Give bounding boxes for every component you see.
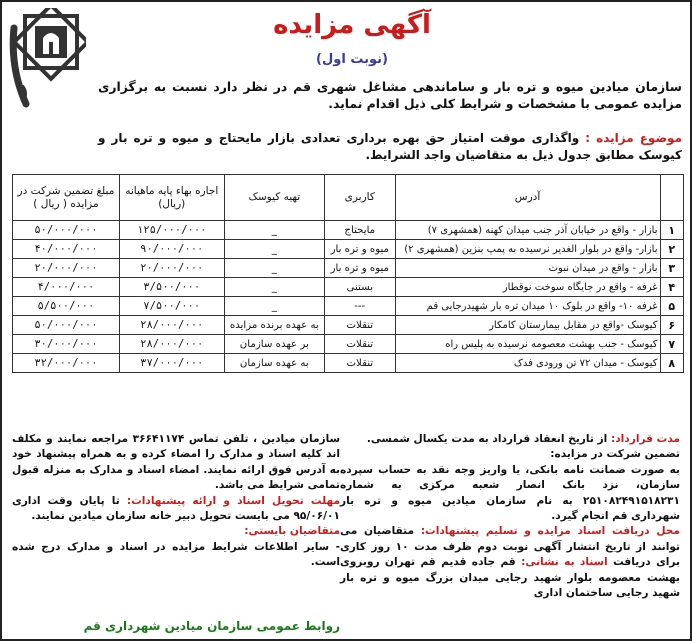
subject-label: موضوع مزایده :: [585, 131, 683, 145]
deadline-text: تا پایان وقت اداری ۹۵/۰۶/۰۱ می بایست تحویل دبیر خانه سازمان میادین نمایند.: [12, 494, 340, 523]
intro-paragraph: سازمان میادین میوه و تره بار و ساماندهی مشاغل شهری قم در نظر دارد نسبت به برگزاری مزایده عمومی با مشخصات و شرایط کلی ذیل اقدام نماید.: [98, 79, 682, 111]
row-usage: ---: [325, 297, 396, 316]
row-rent: ۲۸/۰۰۰/۰۰۰: [119, 335, 224, 354]
footer-signature: روابط عمومی سازمان میادین شهرداری قم: [83, 619, 340, 633]
row-rent: ۷/۵۰۰/۰۰۰: [119, 297, 224, 316]
table-row: [13, 335, 684, 354]
place-label: محل دریافت اسناد مزایده و تسلیم پیشنهادات:: [420, 525, 680, 538]
row-address: بازار- واقع در بلوار الغدیر نرسیده به پمپ بنزین (همشهری ۲): [395, 240, 660, 259]
col-rent: اجاره بهاء پایه ماهیانه (ریال): [119, 175, 224, 221]
notice-title-block: [272, 10, 432, 75]
place-text: متقاضیان می توانند از تاریخ انتشار آگهی نوبت دوم ظرف مدت ۱۰ روز کاری برای دریافت: [340, 525, 680, 569]
row-address: کیوسک - جنب بهشت معصومه نرسیده به پلیس راه: [395, 335, 660, 354]
applicants-label: متقاضیان بایستی:: [244, 525, 340, 538]
row-rent: ۲۸/۰۰۰/۰۰۰: [119, 316, 224, 335]
row-deposit: ۵/۵۰۰/۰۰۰: [13, 297, 120, 316]
row-number: ۳: [660, 259, 684, 278]
col-kiosk: تهیه کیوسک: [224, 175, 324, 221]
municipality-logo: [8, 8, 86, 116]
row-number: ۴: [660, 278, 684, 297]
conditions-right-column: [340, 432, 680, 601]
auction-items-table: [12, 174, 684, 373]
row-address: کیوسک -واقع در مقابل بیمارستان کامکار: [395, 316, 660, 335]
row-number: ۶: [660, 316, 684, 335]
table-row: [13, 240, 684, 259]
col-number: [660, 175, 684, 221]
row-kiosk: _: [224, 240, 324, 259]
table-row: [13, 278, 684, 297]
row-rent: ۲۰/۰۰۰/۰۰۰: [119, 259, 224, 278]
row-kiosk: _: [224, 297, 324, 316]
col-deposit: مبلغ تضمین شرکت در مزایده ( ریال ): [13, 175, 120, 221]
row-address: بازار - واقع در خیابان آذر جنب میدان کهنه (همشهری ۷): [395, 221, 660, 240]
row-kiosk: بر عهده سازمان: [224, 335, 324, 354]
conditions-left-column: [12, 432, 340, 571]
row-deposit: ۵۰/۰۰۰/۰۰۰: [13, 221, 120, 240]
guarantee-text: به صورت ضمانت نامه بانکی، یا واریز وجه نقد به حساب سپرده سازمان، نزد بانک انصار شعبه مرکزی به شماره ۲۵۱۰۸۲۴۹۱۵۱۸۲۳۱ به نام سازمان میادین میوه و تره بار شهرداری قم انجام گیرد.: [340, 463, 680, 523]
row-usage: بستنی: [325, 278, 396, 297]
row-deposit: ۴۰/۰۰۰/۰۰۰: [13, 240, 120, 259]
municipality-emblem-icon: [8, 8, 86, 116]
row-rent: ۳/۵۰۰/۰۰۰: [119, 278, 224, 297]
row-kiosk: به عهده سازمان: [224, 354, 324, 373]
row-usage: تنقلات: [325, 335, 396, 354]
row-usage: میوه و تره بار: [325, 259, 396, 278]
row-number: ۸: [660, 354, 684, 373]
row-kiosk: _: [224, 278, 324, 297]
row-address: غرفه ۱۰- واقع در بلوک ۱۰ میدان تره بار شهیدرجایی قم: [395, 297, 660, 316]
row-rent: ۳۷/۰۰۰/۰۰۰: [119, 354, 224, 373]
subject-text: واگذاری موقت امتیاز حق بهره برداری تعدادی بازار مایحتاج و میوه و تره بار و کیوسک مطابق جدول ذیل به متقاضیان واجد الشرایط.: [98, 131, 682, 162]
row-deposit: ۵۰/۰۰۰/۰۰۰: [13, 316, 120, 335]
row-address: بازار - واقع در میدان نبوت: [395, 259, 660, 278]
row-deposit: ۲۰/۰۰۰/۰۰۰: [13, 259, 120, 278]
table-row: [13, 354, 684, 373]
row-number: ۷: [660, 335, 684, 354]
row-number: ۵: [660, 297, 684, 316]
contract-text: از تاریخ انعقاد قرارداد به مدت یکسال شمسی.: [366, 433, 608, 445]
row-rent: ۹۰/۰۰۰/۰۰۰: [119, 240, 224, 259]
row-usage: میوه و تره بار: [325, 240, 396, 259]
table-row: [13, 316, 684, 335]
row-deposit: ۳۰/۰۰۰/۰۰۰: [13, 335, 120, 354]
row-kiosk: _: [224, 221, 324, 240]
row-usage: تنقلات: [325, 354, 396, 373]
table-header-row: [13, 175, 684, 221]
contract-label: مدت قرارداد:: [610, 433, 680, 445]
col-usage: کاربری: [325, 175, 396, 221]
row-kiosk: به عهده برنده مزایده: [224, 316, 324, 335]
row-usage: مایحتاج: [325, 221, 396, 240]
table-row: [13, 221, 684, 240]
row-deposit: ۳۲/۰۰۰/۰۰۰: [13, 354, 120, 373]
table-row: [13, 259, 684, 278]
notice-round: (نوبت اول): [316, 52, 388, 67]
address-label: اسناد به نشانی:: [521, 556, 608, 569]
row-usage: تنقلات: [325, 316, 396, 335]
row-number: ۱: [660, 221, 684, 240]
table-row: [13, 297, 684, 316]
other-info-text: - سایر اطلاعات شرایط مزایده در اسناد و مدارک درج شده است.: [12, 540, 340, 569]
row-number: ۲: [660, 240, 684, 259]
row-address: غرفه - واقع در جایگاه سوخت نوقطار: [395, 278, 660, 297]
deadline-label: مهلت تحویل اسناد و ارائه پیشنهادات:: [126, 494, 340, 507]
row-kiosk: _: [224, 259, 324, 278]
row-address: کیوسک - میدان ۷۲ تن ورودی فدک: [395, 354, 660, 373]
row-deposit: ۴/۰۰۰/۰۰۰: [13, 278, 120, 297]
row-rent: ۱۲۵/۰۰۰/۰۰۰: [119, 221, 224, 240]
col-address: آدرس: [395, 175, 660, 221]
guarantee-label: تضمین شرکت در مزایده:: [550, 448, 680, 461]
subject-paragraph: [98, 130, 682, 164]
left-para1: سازمان میادین ، تلفن تماس ۳۶۶۴۱۱۷۴ مراجعه نمایند و مکلف اند کلیه اسناد و مدارک را امضاء کرده و به همراه پیشنهاد خود به آدرس فوق ارائه نمایند. امضاء اسناد و مدارک به منزله قبول تمامی شرایط می باشد.: [12, 433, 341, 492]
address-text: قم جاده قدیم قم تهران روبروی بهشت معصومه بلوار شهید رجایی میدان بزرگ میوه و تره بار شهید رجایی ساختمان اداری: [340, 556, 680, 600]
notice-title: آگهی مزایده: [273, 10, 431, 40]
